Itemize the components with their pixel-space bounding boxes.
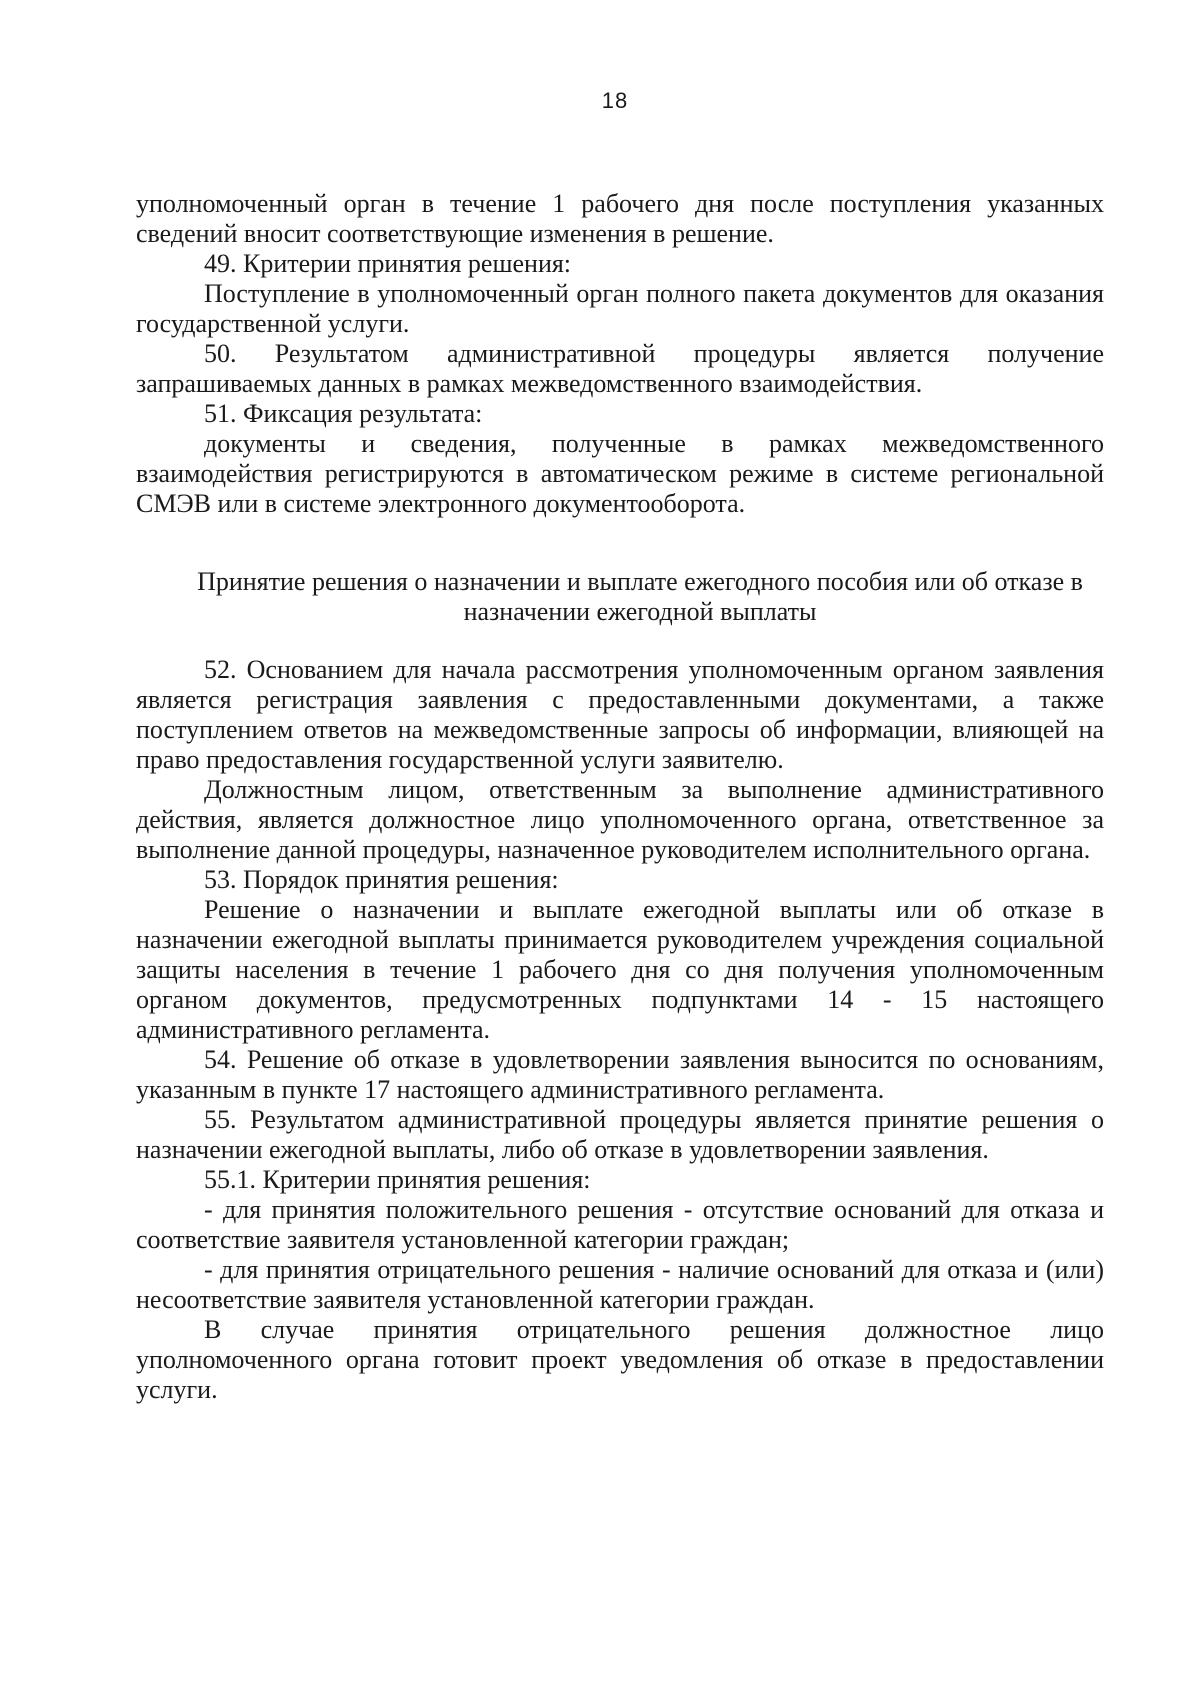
section-intro (136, 189, 1104, 519)
paragraph-53-text: Решение о назначении и выплате ежегодной выплаты или об отказе в назначении ежегодной выплаты принимается руководителем учреждения социальной защиты населения в течение 1 рабочего дня со дня получения уполномоченным органом документов, предусмотренных подпунктами 14 - 15 настоящего административного регламента. (136, 895, 1104, 1044)
section-decision (136, 655, 1104, 1405)
paragraph-53-title: 53. Порядок принятия решения: (204, 865, 559, 894)
paragraph-52: 52. Основанием для начала рассмотрения уполномоченным органом заявления является регистрация заявления с предоставленными документами, а также поступлением ответов на межведомственные запросы об информации, влияющей на право предоставления государственной услуги заявителю. (136, 655, 1104, 774)
paragraph-55-1-positive: - для принятия положительного решения - отсутствие оснований для отказа и соответствие заявителя установленной категории граждан; (136, 1195, 1104, 1254)
page-number: 18 (601, 88, 629, 113)
paragraph-51-title: 51. Фиксация результата: (204, 399, 483, 428)
paragraph-55-1-title: 55.1. Критерии принятия решения: (204, 1165, 591, 1194)
paragraph-50: 50. Результатом административной процедуры является получение запрашиваемых данных в рамках межведомственного взаимодействия. (136, 339, 1104, 398)
paragraph-refusal-notice: В случае принятия отрицательного решения должностное лицо уполномоченного органа готовит проект уведомления об отказе в предоставлении услуги. (136, 1315, 1104, 1404)
paragraph-49-text: Поступление в уполномоченный орган полного пакета документов для оказания государственной услуги. (136, 279, 1104, 338)
section-heading: Принятие решения о назначении и выплате ежегодного пособия или об отказе в назначении ежегодной выплаты (197, 567, 1083, 626)
paragraph-51-text: документы и сведения, полученные в рамках межведомственного взаимодействия регистрируются в автоматическом режиме в системе региональной СМЭВ или в системе электронного документооборота. (136, 429, 1104, 518)
paragraph-continuation: уполномоченный орган в течение 1 рабочего дня после поступления указанных сведений вносит соответствующие изменения в решение. (136, 189, 1104, 248)
paragraph-54: 54. Решение об отказе в удовлетворении заявления выносится по основаниям, указанным в пункте 17 настоящего административного регламента. (136, 1045, 1104, 1104)
paragraph-49-title: 49. Критерии принятия решения: (204, 249, 572, 278)
paragraph-official: Должностным лицом, ответственным за выполнение административного действия, является должностное лицо уполномоченного органа, ответственное за выполнение данной процедуры, назначенное руководителем исполнительного органа. (136, 775, 1104, 864)
paragraph-55: 55. Результатом административной процедуры является принятие решения о назначении ежегодной выплаты, либо об отказе в удовлетворении заявления. (136, 1105, 1104, 1164)
paragraph-55-1-negative: - для принятия отрицательного решения - наличие оснований для отказа и (или) несоответствие заявителя установленной категории граждан. (136, 1255, 1104, 1314)
